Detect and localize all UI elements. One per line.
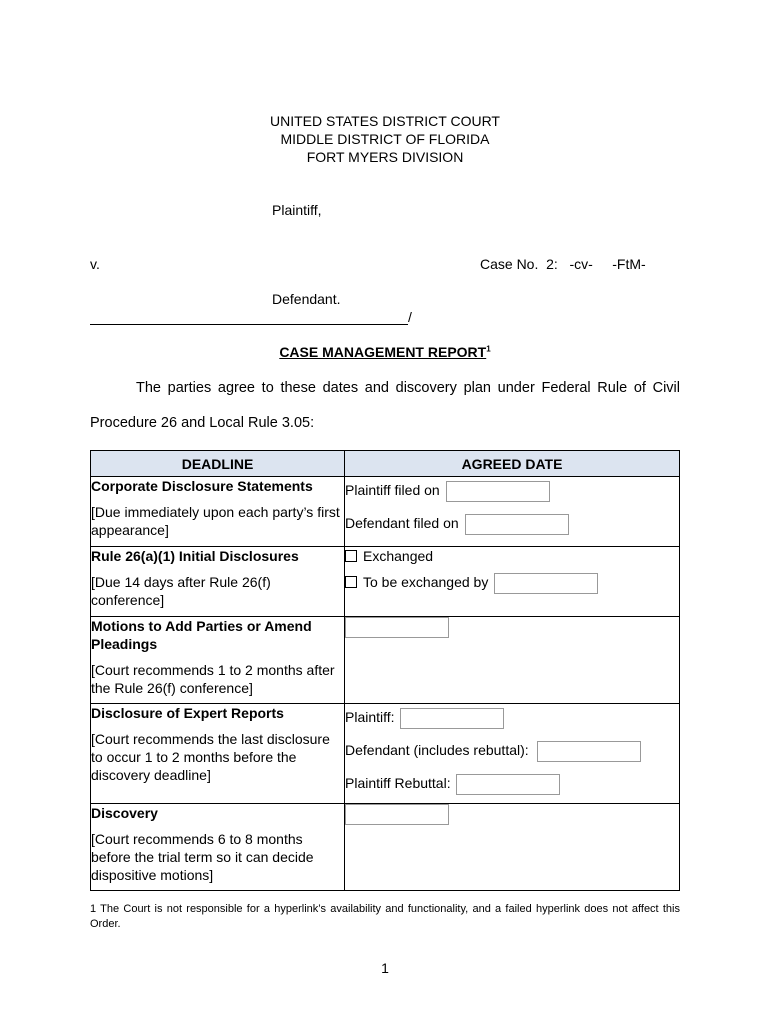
plaintiff-expert-input[interactable] xyxy=(400,708,504,729)
deadline-cell xyxy=(91,477,345,547)
plaintiff-label: Plaintiff, xyxy=(272,202,322,218)
discovery-date-input[interactable] xyxy=(345,804,449,825)
defendant-expert-input[interactable] xyxy=(537,741,641,762)
field-label: Plaintiff: xyxy=(345,709,395,726)
row-heading: Discovery xyxy=(91,805,158,821)
footnote-ref: 1 xyxy=(486,344,491,354)
report-title xyxy=(0,344,770,360)
exchange-date-input[interactable] xyxy=(494,573,598,594)
motions-date-input[interactable] xyxy=(345,617,449,638)
option-label: To be exchanged by xyxy=(363,574,489,591)
table-row xyxy=(91,617,680,704)
agreed-date-cell xyxy=(345,477,680,547)
case-number: Case No. 2: -cv- -FtM- xyxy=(480,256,646,272)
option-label: Exchanged xyxy=(363,548,434,564)
caption-signature-line xyxy=(90,309,412,325)
row-note: [Court recommends 1 to 2 months after the Rule 26(f) conference] xyxy=(91,662,335,696)
table-row xyxy=(91,704,680,804)
row-heading: Disclosure of Expert Reports xyxy=(91,705,284,721)
agreed-date-cell xyxy=(345,704,680,804)
row-heading: Motions to Add Parties or Amend Pleadings xyxy=(91,618,312,652)
row-heading: Corporate Disclosure Statements xyxy=(91,478,313,494)
agreed-date-cell xyxy=(345,547,680,617)
defendant-filed-input[interactable] xyxy=(465,514,569,535)
to-be-exchanged-checkbox[interactable] xyxy=(345,576,357,588)
table-row xyxy=(91,804,680,891)
court-heading xyxy=(0,112,770,166)
exchanged-checkbox[interactable] xyxy=(345,550,357,562)
footnote: 1 The Court is not responsible for a hyperlink’s availability and functionality, and a failed hyperlink does not affect this Order. xyxy=(90,903,680,930)
plaintiff-filed-input[interactable] xyxy=(446,481,550,502)
field-label: Plaintiff Rebuttal: xyxy=(345,775,451,792)
row-note: [Court recommends 6 to 8 months before the trial term so it can decide dispositive motions] xyxy=(91,831,314,883)
plaintiff-rebuttal-input[interactable] xyxy=(456,774,560,795)
row-note: [Court recommends the last disclosure to occur 1 to 2 months before the discovery deadline] xyxy=(91,731,330,783)
intro-line-2: Procedure 26 and Local Rule 3.05: xyxy=(90,415,315,431)
deadline-cell xyxy=(91,547,345,617)
deadline-table xyxy=(90,450,680,891)
deadline-cell xyxy=(91,804,345,891)
deadline-cell xyxy=(91,704,345,804)
row-note: [Due 14 days after Rule 26(f) conference] xyxy=(91,574,271,608)
header-deadline: DEADLINE xyxy=(91,451,345,477)
versus-label: v. xyxy=(90,256,100,272)
row-heading: Rule 26(a)(1) Initial Disclosures xyxy=(91,548,299,564)
intro-line-1: The parties agree to these dates and discovery plan under Federal Rule of Civil xyxy=(136,380,680,396)
caption-slash: / xyxy=(408,309,412,325)
table-row xyxy=(91,477,680,547)
field-label: Defendant (includes rebuttal): xyxy=(345,742,529,759)
table-row xyxy=(91,547,680,617)
header-agreed-date: AGREED DATE xyxy=(345,451,680,477)
field-label: Defendant filed on xyxy=(345,515,459,532)
row-note: [Due immediately upon each party’s first appearance] xyxy=(91,504,340,538)
caption-underline xyxy=(90,309,408,325)
report-title-text: CASE MANAGEMENT REPORT xyxy=(279,344,487,360)
court-district: MIDDLE DISTRICT OF FLORIDA xyxy=(280,131,490,147)
page-number: 1 xyxy=(381,960,389,976)
agreed-date-cell xyxy=(345,617,680,704)
field-label: Plaintiff filed on xyxy=(345,482,440,499)
defendant-label: Defendant. xyxy=(272,291,341,307)
agreed-date-cell xyxy=(345,804,680,891)
court-name: UNITED STATES DISTRICT COURT xyxy=(270,113,500,129)
deadline-cell xyxy=(91,617,345,704)
court-division: FORT MYERS DIVISION xyxy=(306,149,464,165)
